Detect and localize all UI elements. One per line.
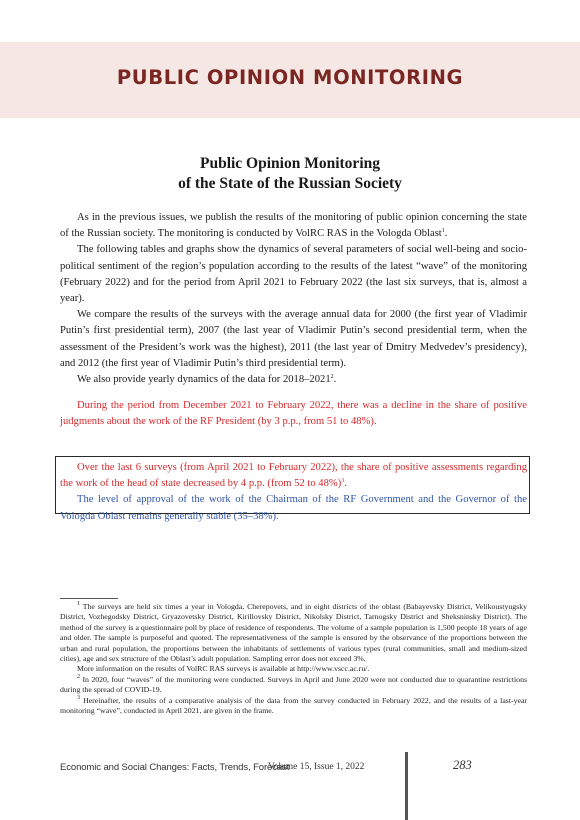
footnote-ref-1[interactable]: 1 bbox=[441, 228, 445, 235]
footnote-text: The surveys are held six times a year in Vologda, Cherepovets, and in eight districts of the oblast (Babayevsky District, Velikoustyugsky District, Vozhegodsky District, Gryazovetsky District, Kirillovsky District, Nikolsky District, Tarnogsky District and Sheksninsky District). The method of the survey is a questionnaire poll by place of residence of respondents. The volume of a sample population is 1,500 people 18 years of age and older. The sample is purposeful and quoted. The representativeness of the sample is ensured by the observance of the proportions between the urban and rural population, the proportions between the inhabitants of settlements of various types (rural communities, small and medium-sized cities), age and sex structure of the Oblast’s adult population. Sampling error does not exceed 3%. bbox=[60, 602, 527, 664]
paragraph-end: . bbox=[444, 228, 448, 240]
footnote-number: 1 bbox=[77, 601, 80, 607]
article-title-line-2: of the State of the Russian Society bbox=[178, 175, 402, 192]
page-number: 283 bbox=[453, 758, 472, 772]
footnote-text: In 2020, four “waves” of the monitoring were conducted. Surveys in April and June 2020 were not conducted due to quarantine restrictions during the spread of COVID-19. bbox=[60, 674, 528, 695]
article-title bbox=[60, 154, 520, 194]
footnote-1-more: More information on the results of VolRC RAS surveys is available at http://www.vscc.ac.ru/. bbox=[77, 664, 370, 674]
frame-paragraph-text: Over the last 6 surveys (from April 2021 to February 2022), the share of positive assessments regarding the work of the head of state decreased by 4 p.p. (from 52 to 48%) bbox=[60, 462, 527, 490]
highlight-paragraph: During the period from December 2021 to February 2022, there was a decline in the share of positive judgments about the work of the RF President (by 3 p.p., from 51 to 48%). bbox=[60, 400, 527, 428]
footnotes bbox=[60, 602, 527, 716]
footnote-ref-2[interactable]: 2 bbox=[330, 374, 334, 381]
footnote-1 bbox=[60, 602, 527, 664]
paragraph: The following tables and graphs show the dynamics of several parameters of social well-being and socio-political sentiment of the region’s population according to the results of the latest “wave” of the monitoring (February 2022) and for the period from April 2021 to February 2022 (the last six surveys, that is, almost a year). bbox=[60, 244, 527, 305]
footnote-separator bbox=[60, 598, 118, 599]
footnote-number: 2 bbox=[77, 673, 80, 680]
paragraph-end: . bbox=[333, 374, 337, 386]
article-body bbox=[60, 210, 527, 431]
summary-frame-text bbox=[60, 460, 527, 525]
section-title: PUBLIC OPINION MONITORING bbox=[116, 66, 464, 89]
footnote-2 bbox=[60, 675, 527, 696]
footnote-3 bbox=[60, 696, 527, 717]
frame-paragraph-government: The level of approval of the work of the Chairman of the RF Government and the Governor of the Vologda Oblast remains generally stable (35–38%). bbox=[60, 494, 527, 522]
footnote-ref-3[interactable]: 3 bbox=[341, 478, 345, 485]
footnote-number: 3 bbox=[77, 694, 80, 701]
paragraph-text: We also provide yearly dynamics of the data for 2018–2021 bbox=[77, 374, 331, 386]
frame-paragraph-end: . bbox=[344, 478, 347, 490]
footer-divider bbox=[405, 752, 408, 820]
journal-name: Economic and Social Changes: Facts, Trends, Forecast bbox=[60, 762, 290, 773]
paragraph: We compare the results of the surveys with the average annual data for 2000 (the first year of Vladimir Putin’s first presidential term), 2007 (the last year of Vladimir Putin’s second presidential term, when the assessment of the President’s work was the highest), 2011 (the last year of Dmitry Medvedev’s presidency), and 2012 (the first year of Vladimir Putin’s third presidential term). bbox=[60, 309, 527, 369]
paragraph bbox=[60, 210, 527, 242]
article-title-line-1: Public Opinion Monitoring bbox=[199, 155, 380, 172]
paragraph bbox=[60, 372, 527, 388]
frame-paragraph-president bbox=[60, 460, 527, 492]
paragraph-text: As in the previous issues, we publish the results of the monitoring of public opinion concerning the state of the Russian society. The monitoring is conducted by VolRC RAS in the Vologda Oblast bbox=[60, 212, 527, 240]
journal-volume: Volume 15, Issue 1, 2022 bbox=[268, 762, 365, 772]
footnote-text: Hereinafter, the results of a comparative analysis of the data from the survey conducted in February 2022, and the results of a last-year monitoring “wave”, conducted in April 2021, are given in the frame. bbox=[60, 695, 528, 716]
